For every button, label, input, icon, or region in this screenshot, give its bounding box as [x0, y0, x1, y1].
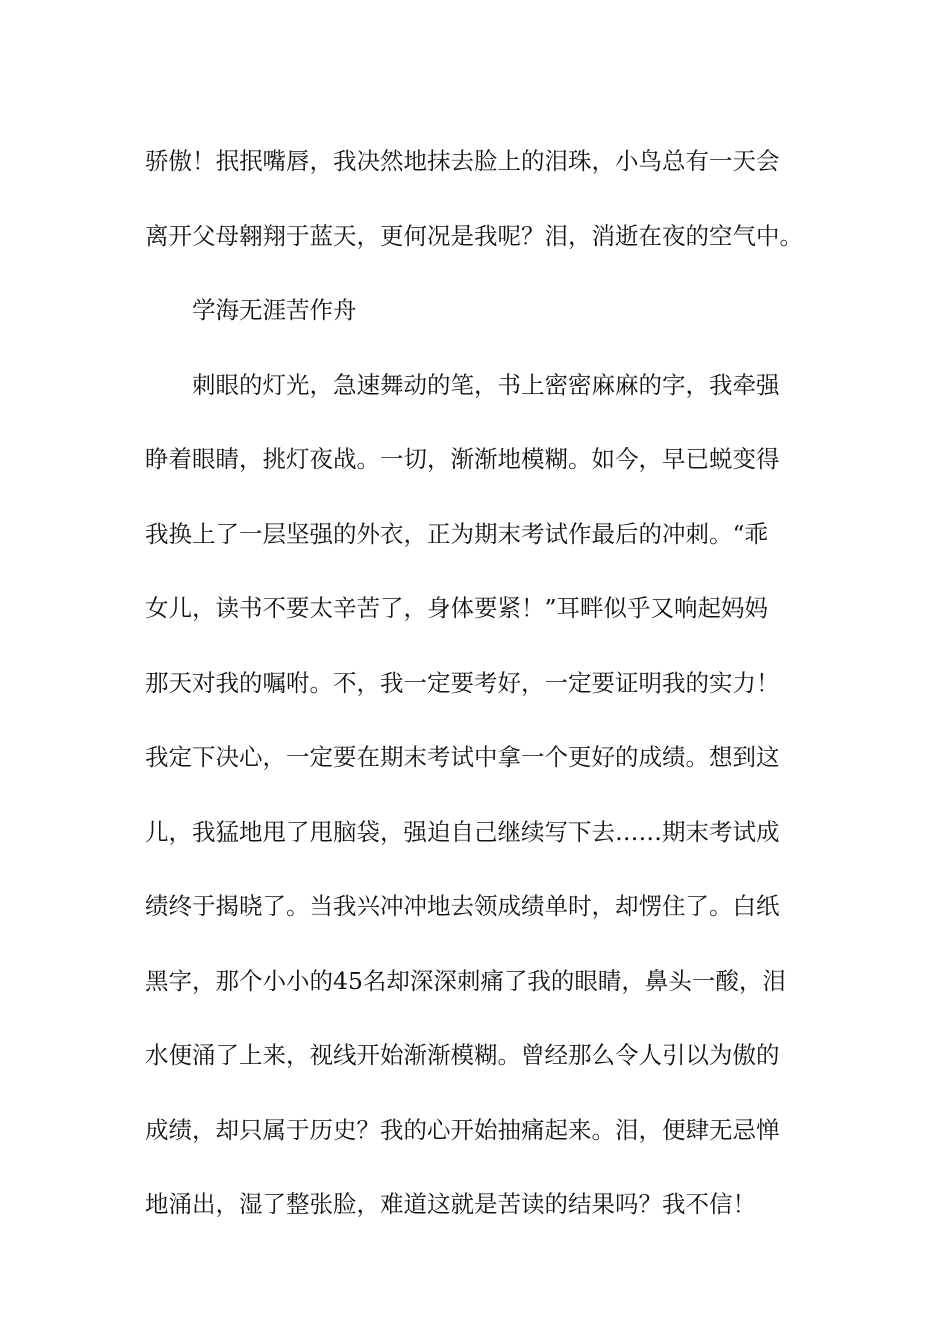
text-line: 地涌出，湿了整张脸，难道这就是苦读的结果吗？我不信！: [145, 1190, 756, 1218]
text-line: 水便涌了上来，视线开始渐渐模糊。曾经那么令人引以为傲的: [145, 1041, 780, 1069]
document-body: [145, 124, 815, 1242]
paragraph-first-line: 刺眼的灯光，急速舞动的笔，书上密密麻麻的字，我牵强: [192, 370, 780, 399]
text-line: 成绩，却只属于历史？我的心开始抽痛起来。泪，便肆无忌惮: [145, 1115, 780, 1144]
text-line: 骄傲！抿抿嘴唇，我决然地抹去脸上的泪珠，小鸟总有一天会: [145, 147, 780, 175]
text-line: 离开父母翱翔于蓝天，更何况是我呢？泪，消逝在夜的空气中。: [145, 221, 803, 250]
text-line: 绩终于揭晓了。当我兴冲冲地去领成绩单时，却愣住了。白纸: [145, 892, 780, 920]
text-line: 睁着眼睛，挑灯夜战。一切，渐渐地模糊。如今，早已蜕变得: [145, 445, 780, 473]
text-line: 黑字，那个小小的45名却深深刺痛了我的眼睛，鼻头一酸，泪: [145, 966, 786, 995]
text-line: 我定下决心，一定要在期末考试中拿一个更好的成绩。想到这: [145, 743, 780, 771]
text-line: 我换上了一层坚强的外衣，正为期末考试作最后的冲刺。“乖: [145, 519, 769, 548]
text-line: 儿，我猛地甩了甩脑袋，强迫自己继续写下去……期末考试成: [145, 817, 780, 846]
text-line: 那天对我的嘱咐。不，我一定要考好，一定要证明我的实力！: [145, 668, 780, 697]
section-heading: 学海无涯苦作舟: [192, 296, 357, 324]
text-line: 女儿，读书不要太辛苦了，身体要紧！”耳畔似乎又响起妈妈: [145, 594, 769, 622]
